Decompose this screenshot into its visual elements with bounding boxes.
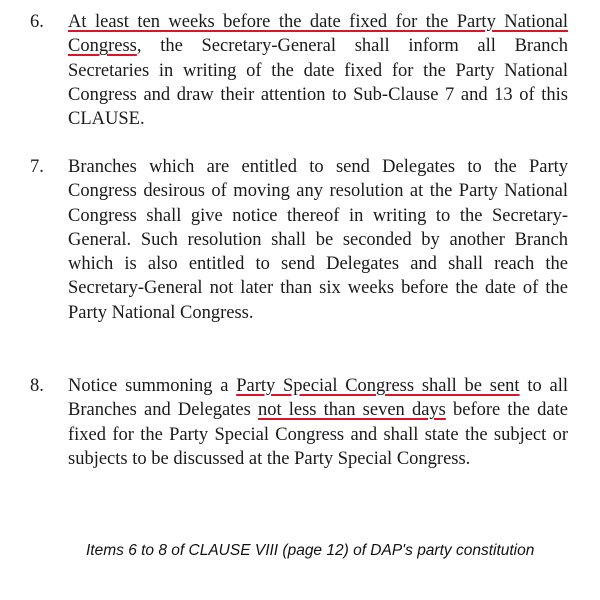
clause-text-segment: Notice summoning a xyxy=(68,376,237,396)
clause-text xyxy=(68,155,568,325)
clause-text-segment: to all Branches and Delegates xyxy=(68,376,568,421)
clause-text-segment: before the date fixed for the Party Special Congress and shall state the subject or subjects to be discussed at the Party Special Congress. xyxy=(68,400,568,469)
clause-number: 8. xyxy=(30,376,44,396)
image-caption: Items 6 to 8 of CLAUSE VIII (page 12) of DAP's party constitution xyxy=(86,542,535,559)
clause-text xyxy=(68,374,568,471)
highlighted-text: At least ten weeks before the date fixed for the Party National Congress xyxy=(68,12,568,57)
clause-number: 7. xyxy=(30,157,44,177)
highlighted-text: Party Special Congress shall be sent xyxy=(236,376,520,396)
clause-number: 6. xyxy=(30,12,44,32)
clause-text-segment: Branches which are entitled to send Delegates to the Party Congress desirous of moving any resolution at the Party National Congress shall give notice thereof in writing to the Secretary-General. Such resolution shall be seconded by another Branch which is also entitled to send Delegates and shall reach the Secretary-General not later than six weeks before the date of the Party National Congress. xyxy=(68,157,568,323)
clause-text-segment: , the Secretary-General shall inform all Branch Secretaries in writing of the date fixed for the Party National Congress and draw their attention to Sub-Clause 7 and 13 of this CLAUSE. xyxy=(68,36,568,130)
highlighted-text: not less than seven days xyxy=(257,400,446,421)
clause-text xyxy=(68,10,568,131)
